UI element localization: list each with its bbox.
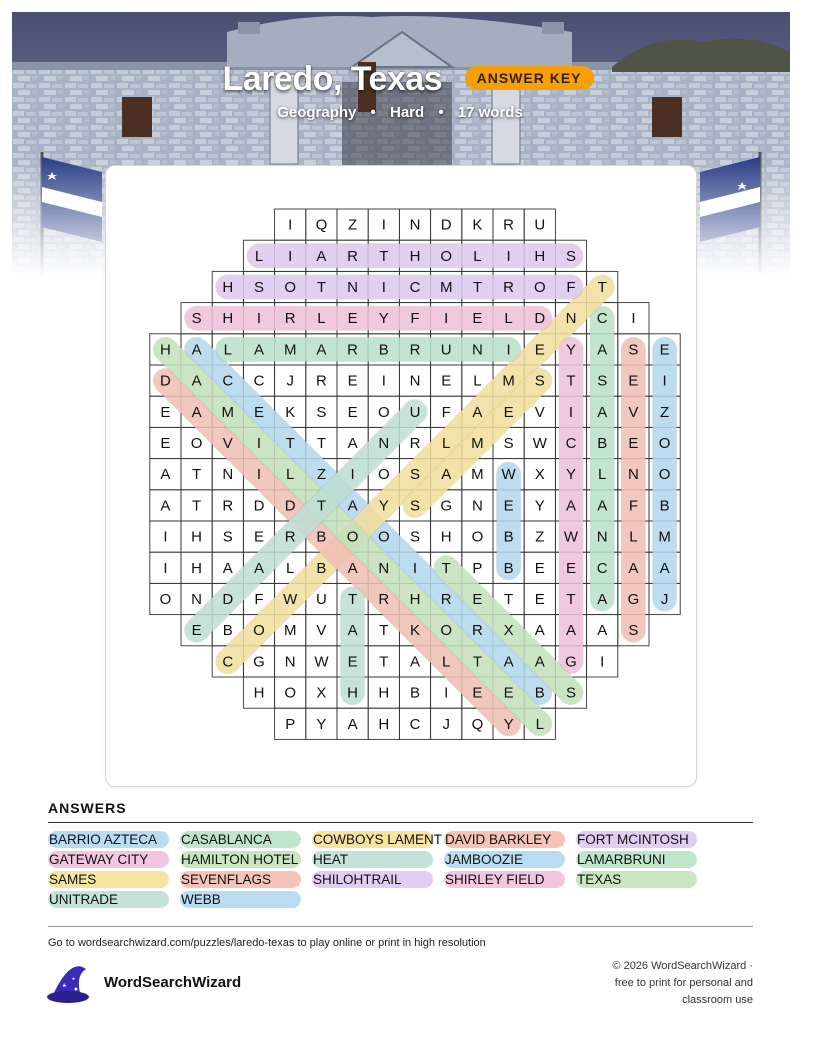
grid-letter: E	[472, 684, 483, 702]
answer-word: GATEWAY CITY	[48, 851, 169, 868]
grid-letter: D	[534, 310, 546, 328]
answer-word: SHILOHTRAIL	[312, 871, 433, 888]
grid-letter: A	[597, 591, 608, 608]
grid-letter: T	[504, 591, 514, 608]
grid-letter: T	[566, 591, 576, 608]
answer-word: BARRIO AZTECA	[48, 831, 169, 848]
grid-letter: E	[472, 591, 483, 608]
grid-letter: R	[315, 372, 327, 390]
grid-letter: O	[253, 622, 265, 640]
grid-letter: J	[660, 591, 669, 608]
grid-letter: I	[444, 684, 449, 702]
grid-letter: A	[253, 341, 265, 359]
grid-letter: C	[253, 372, 265, 390]
grid-letter: O	[440, 622, 453, 640]
grid-letter: T	[472, 279, 482, 296]
word-count-label: 17 words	[457, 104, 523, 121]
grid-letter: X	[503, 622, 514, 640]
grid-letter: A	[597, 341, 608, 359]
separator-dot: •	[370, 104, 376, 121]
grid-letter: A	[160, 497, 171, 515]
grid-letter: I	[600, 653, 605, 671]
brand-name: WordSearchWizard	[104, 974, 242, 991]
grid-letter: I	[256, 466, 262, 484]
grid-letter: V	[222, 435, 233, 452]
grid-letter: O	[377, 403, 390, 421]
grid-letter: W	[501, 466, 516, 484]
grid-letter: R	[222, 497, 234, 515]
grid-letter: T	[285, 435, 295, 452]
grid-letter: P	[285, 715, 296, 733]
grid-letter: A	[628, 559, 639, 577]
grid-letter: A	[191, 372, 202, 390]
grid-letter: W	[563, 528, 579, 546]
grid-letter: D	[222, 591, 234, 608]
grid-letter: B	[659, 497, 670, 515]
answer-word: UNITRADE	[48, 891, 169, 908]
grid-letter: I	[256, 310, 262, 328]
grid-letter: N	[627, 466, 639, 484]
grid-letter: H	[191, 528, 203, 546]
grid-letter: D	[253, 497, 265, 515]
grid-letter: R	[378, 591, 390, 608]
separator-dot: •	[438, 104, 444, 121]
grid-letter: E	[441, 372, 452, 390]
grid-letter: E	[659, 341, 670, 359]
grid-letter: H	[159, 341, 171, 359]
answer-word: LAMARBRUNI	[576, 851, 697, 868]
grid-letter: C	[596, 559, 608, 577]
grid-letter: T	[348, 591, 358, 608]
grid-letter: B	[597, 435, 608, 452]
grid-letter: I	[568, 403, 574, 421]
grid-letter: V	[628, 403, 639, 421]
answer-word: TEXAS	[576, 871, 697, 888]
grid-letter: H	[409, 591, 421, 608]
grid-letter: R	[503, 279, 515, 296]
grid-letter: I	[381, 279, 386, 296]
grid-letter: W	[532, 435, 547, 452]
grid-letter: B	[378, 341, 389, 359]
topic-label: Geography	[277, 104, 357, 121]
grid-letter: L	[442, 653, 451, 671]
grid-letter: S	[316, 403, 327, 421]
grid-letter: S	[409, 466, 421, 484]
grid-letter: A	[597, 622, 608, 640]
grid-letter: A	[316, 341, 327, 359]
answer-word: SAMES	[48, 871, 169, 888]
answer-word-list	[48, 831, 753, 921]
grid-letter: U	[409, 403, 421, 421]
grid-letter: R	[347, 341, 359, 359]
grid-letter: A	[347, 622, 358, 640]
grid-letter: A	[347, 435, 358, 452]
grid-letter: T	[379, 622, 389, 640]
grid-letter: I	[381, 372, 386, 390]
grid-letter: D	[440, 216, 452, 234]
grid-letter: E	[534, 341, 545, 359]
grid-letter: L	[317, 310, 326, 328]
grid-letter: Y	[565, 341, 577, 359]
grid-letter: A	[534, 653, 545, 671]
grid-letter: H	[222, 279, 234, 296]
grid-letter: S	[409, 528, 421, 546]
grid-letter: T	[379, 653, 389, 671]
grid-letter: L	[442, 435, 451, 452]
grid-letter: S	[565, 684, 577, 702]
grid-letter: Z	[348, 216, 358, 234]
grid-letter: B	[316, 559, 327, 577]
grid-letter: G	[253, 653, 265, 671]
grid-letter: E	[347, 403, 358, 421]
grid-letter: A	[222, 559, 233, 577]
grid-letter: L	[535, 715, 544, 733]
grid-letter: T	[472, 653, 482, 671]
answer-word: COWBOYS LAMENT	[313, 832, 443, 847]
grid-letter: R	[347, 247, 359, 265]
grid-letter: K	[285, 403, 296, 421]
grid-letter: I	[631, 310, 636, 328]
grid-letter: I	[662, 372, 667, 390]
grid-letter: O	[159, 591, 172, 608]
page-title: Laredo, Texas	[222, 60, 443, 98]
grid-letter: H	[253, 684, 265, 702]
grid-letter: H	[222, 310, 234, 328]
grid-letter: S	[222, 528, 233, 546]
grid-letter: S	[191, 310, 202, 328]
grid-letter: B	[503, 559, 514, 577]
grid-letter: H	[409, 247, 421, 265]
grid-letter: F	[254, 591, 264, 608]
grid-letter: T	[192, 497, 202, 515]
grid-letter: E	[472, 310, 483, 328]
grid-letter: E	[253, 528, 265, 546]
grid-letter: M	[283, 622, 297, 640]
grid-letter: A	[597, 497, 608, 515]
grid-letter: U	[315, 591, 327, 608]
answer-word: SHIRLEY FIELD	[444, 871, 565, 888]
grid-letter: J	[286, 372, 294, 390]
grid-letter: L	[473, 247, 482, 265]
grid-letter: M	[221, 403, 235, 421]
grid-letter: S	[409, 497, 421, 515]
grid-letter: B	[409, 684, 421, 702]
grid-letter: G	[565, 653, 577, 671]
grid-letter: L	[504, 310, 513, 328]
grid-letter: D	[159, 372, 171, 390]
grid-letter: O	[377, 528, 390, 546]
grid-letter: R	[503, 216, 515, 234]
grid-letter: I	[506, 247, 511, 265]
grid-letter: T	[192, 466, 202, 484]
grid-letter: N	[284, 653, 296, 671]
grid-letter: S	[534, 372, 545, 390]
grid-letter: E	[534, 559, 545, 577]
grid-letter: H	[534, 247, 546, 265]
grid-letter: H	[378, 715, 390, 733]
grid-letter: A	[472, 403, 483, 421]
grid-letter: C	[222, 372, 234, 390]
grid-letter: V	[534, 403, 545, 421]
grid-letter: M	[283, 341, 297, 359]
grid-letter: A	[659, 559, 670, 577]
grid-letter: E	[503, 684, 514, 702]
grid-letter: W	[283, 591, 298, 608]
grid-letter: T	[441, 559, 451, 577]
grid-letter: O	[440, 247, 453, 265]
answer-word: HEAT	[312, 851, 433, 868]
answer-word: WEBB	[180, 891, 301, 908]
grid-letter: F	[628, 497, 638, 515]
grid-letter: R	[409, 341, 421, 359]
grid-letter: H	[378, 684, 390, 702]
grid-letter: Z	[660, 403, 670, 421]
grid-letter: I	[381, 216, 386, 234]
grid-letter: N	[471, 497, 483, 515]
grid-letter: M	[439, 279, 453, 296]
grid-letter: A	[191, 341, 202, 359]
grid-letter: I	[163, 559, 168, 577]
grid-letter: B	[222, 622, 233, 640]
grid-letter: U	[534, 216, 546, 234]
grid-letter: R	[284, 528, 296, 546]
grid-letter: E	[347, 653, 358, 671]
grid-letter: E	[160, 403, 171, 421]
answers-section	[48, 800, 753, 921]
grid-letter: K	[409, 622, 421, 640]
grid-letter: T	[316, 435, 326, 452]
grid-letter: M	[502, 372, 515, 390]
grid-letter: Y	[378, 310, 389, 328]
grid-letter: D	[284, 497, 296, 515]
grid-letter: H	[191, 559, 203, 577]
grid-letter: E	[160, 435, 171, 452]
grid-letter: X	[534, 466, 545, 484]
grid-letter: A	[565, 622, 577, 640]
grid-letter: I	[288, 247, 293, 265]
grid-letter: N	[378, 559, 390, 577]
grid-letter: M	[658, 528, 671, 546]
grid-letter: O	[658, 435, 671, 452]
grid-letter: L	[223, 341, 232, 359]
grid-letter: O	[284, 279, 297, 296]
answer-word: SEVENFLAGS	[180, 871, 301, 888]
grid-letter: F	[441, 403, 451, 421]
grid-letter: I	[163, 528, 168, 546]
grid-letter: S	[628, 622, 639, 640]
grid-letter: W	[314, 653, 329, 671]
grid-letter: A	[441, 466, 452, 484]
grid-letter: Q	[315, 216, 328, 234]
grid-letter: A	[160, 466, 171, 484]
difficulty-label: Hard	[389, 104, 425, 121]
grid-letter: C	[222, 653, 234, 671]
answer-key-badge: ANSWER KEY	[465, 66, 594, 90]
grid-letter: N	[191, 591, 203, 608]
grid-letter: A	[503, 653, 514, 671]
grid-letter: I	[350, 466, 355, 484]
grid-letter: Y	[503, 715, 514, 733]
grid-letter: S	[565, 247, 577, 265]
grid-letter: F	[410, 310, 420, 328]
grid-letter: M	[471, 466, 484, 484]
grid-letter: I	[288, 216, 293, 234]
grid-letter: Y	[378, 497, 389, 515]
grid-letter: Y	[565, 466, 577, 484]
grid-letter: N	[378, 435, 390, 452]
grid-letter: O	[471, 528, 484, 546]
grid-letter: H	[440, 528, 452, 546]
grid-letter: Y	[534, 497, 545, 515]
grid-letter: T	[316, 279, 326, 296]
grid-letter: O	[377, 466, 390, 484]
grid-letter: N	[471, 341, 483, 359]
grid-letter: B	[503, 528, 514, 546]
grid-letter: N	[565, 310, 577, 328]
grid-letter: A	[347, 715, 358, 733]
grid-letter: A	[565, 497, 577, 515]
copyright-text	[583, 958, 753, 1009]
grid-letter: A	[409, 653, 421, 671]
grid-letter: E	[347, 372, 358, 390]
grid-letter: H	[347, 684, 359, 702]
grid-letter: X	[316, 684, 327, 702]
grid-letter: A	[347, 497, 358, 515]
grid-letter: A	[597, 403, 608, 421]
grid-letter: E	[534, 591, 545, 608]
answer-word: CASABLANCA	[180, 831, 301, 848]
grid-letter: I	[444, 310, 449, 328]
grid-letter: A	[253, 559, 265, 577]
grid-letter: E	[565, 559, 577, 577]
grid-letter: E	[503, 497, 514, 515]
grid-letter: S	[597, 372, 608, 390]
grid-letter: R	[284, 310, 296, 328]
answer-word: FORT MCINTOSH	[576, 831, 697, 848]
grid-letter: Q	[471, 715, 484, 733]
grid-letter: Y	[316, 715, 327, 733]
answer-word: JAMBOOZIE	[444, 851, 565, 868]
grid-letter: B	[316, 528, 327, 546]
grid-letter: Z	[316, 466, 326, 484]
grid-letter: A	[534, 622, 545, 640]
answers-heading: ANSWERS	[48, 800, 753, 823]
grid-letter: T	[566, 372, 576, 390]
grid-letter: O	[346, 528, 359, 546]
grid-letter: A	[347, 559, 358, 577]
footer-link-text[interactable]: Go to wordsearchwizard.com/puzzles/laredo-texas to play online or print in high resolution	[48, 937, 486, 949]
grid-letter: A	[191, 403, 202, 421]
grid-letter: E	[191, 622, 202, 640]
grid-letter: T	[379, 247, 389, 265]
grid-letter: P	[472, 559, 483, 577]
grid-letter: L	[286, 466, 295, 484]
grid-letter: B	[534, 684, 545, 702]
grid-letter: E	[253, 403, 265, 421]
grid-letter: O	[658, 466, 671, 484]
grid-letter: U	[440, 341, 452, 359]
grid-letter: R	[409, 435, 421, 452]
grid-letter: Z	[535, 528, 545, 546]
grid-letter: N	[409, 216, 421, 234]
grid-letter: E	[628, 435, 639, 452]
grid-letter: K	[472, 216, 483, 234]
copyright-line: classroom use	[682, 994, 753, 1006]
grid-letter: N	[409, 372, 421, 390]
grid-letter: J	[442, 715, 450, 733]
grid-letter: S	[628, 341, 639, 359]
footer-divider	[48, 926, 753, 927]
grid-letter: I	[412, 559, 418, 577]
grid-letter: C	[409, 715, 421, 733]
grid-letter: C	[565, 435, 577, 452]
grid-letter: L	[598, 466, 607, 484]
grid-letter: F	[566, 279, 576, 296]
grid-letter: E	[628, 372, 639, 390]
grid-letter: N	[596, 528, 608, 546]
grid-letter: C	[596, 310, 608, 328]
wizard-hat-icon	[46, 963, 94, 1005]
grid-letter: T	[597, 279, 607, 296]
copyright-line: © 2026 WordSearchWizard ·	[612, 960, 753, 972]
grid-letter: R	[471, 622, 483, 640]
grid-letter: E	[347, 310, 358, 328]
grid-letter: L	[473, 372, 482, 390]
grid-letter: L	[254, 247, 264, 265]
grid-letter: S	[253, 279, 265, 296]
copyright-line: free to print for personal and	[614, 977, 753, 989]
grid-letter: V	[316, 622, 327, 640]
grid-letter: O	[533, 279, 546, 296]
grid-letter: O	[284, 684, 297, 702]
grid-letter: R	[440, 591, 452, 608]
grid-letter: N	[222, 466, 234, 484]
grid-letter: O	[190, 435, 203, 452]
answer-word: DAVID BARKLEY	[444, 831, 565, 848]
grid-letter: I	[256, 435, 262, 452]
grid-letter: A	[316, 247, 327, 265]
grid-letter: T	[316, 497, 326, 515]
grid-letter: I	[506, 341, 511, 359]
grid-letter: L	[629, 528, 638, 546]
grid-letter: S	[503, 435, 514, 452]
grid-letter: L	[286, 559, 295, 577]
grid-letter: G	[440, 497, 453, 515]
grid-letter: G	[627, 591, 640, 608]
answer-word: HAMILTON HOTEL	[180, 851, 301, 868]
grid-letter: N	[347, 279, 359, 296]
grid-letter: M	[471, 435, 484, 452]
grid-letter: E	[503, 403, 514, 421]
grid-letter: C	[409, 279, 421, 296]
